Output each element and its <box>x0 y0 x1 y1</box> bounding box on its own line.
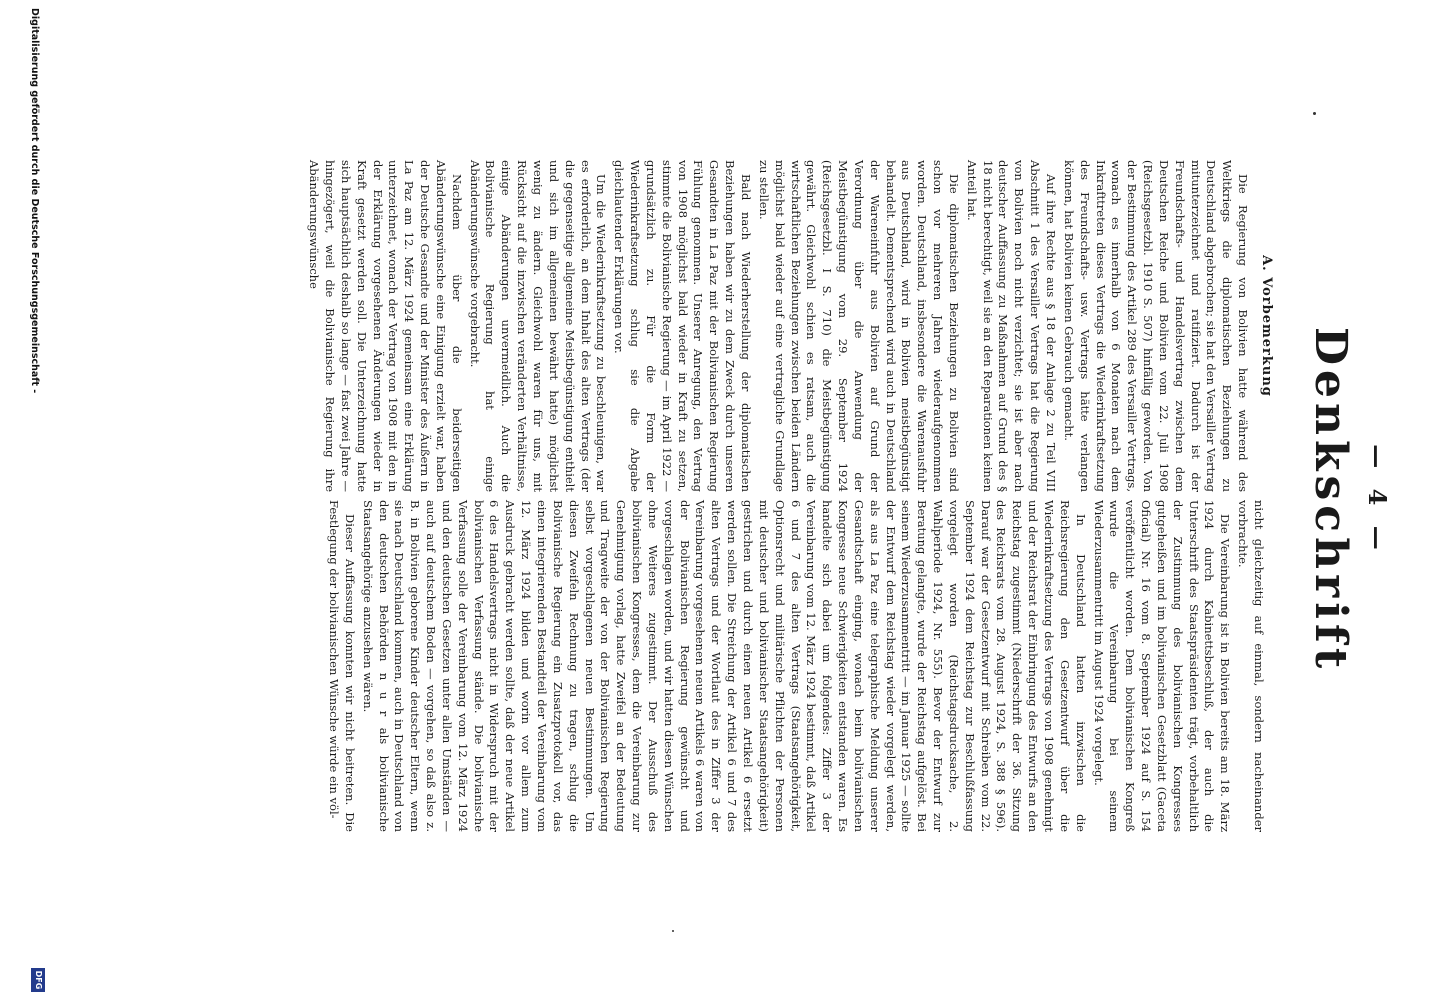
paragraph: Bald nach Wiederherstellung der diplomatischen Beziehungen haben wir zu dem Zweck durch unseren Gesandten in La Paz mit der Bolivianischen Regierung Fühlung genommen. Unserer Anregung, den Vertrag von 1908 möglichst bald wieder in Kraft zu setzen, stimmte die Bolivianische Regierung — im April 1922 — grundsätzlich zu. Für die Form der Wiederinkraftsetzung schlug sie die Abgabe gleichlautender Erklärungen vor. <box>612 160 753 492</box>
paragraph: Dieser Auffassung konnten wir nicht beitreten. Die Festlegung der bolivianischen Wünsche würde ein völ- <box>327 500 357 832</box>
paragraph: Nachdem über die beiderseitigen Abänderungswünsche eine Einigung erzielt war, haben der Deutsche Gesandte und der Minister des Äußern in La Paz am 12. März 1924 gemeinsam eine Erklärung unterzeichnet, wonach der Vertrag von 1908 mit den in der Erklärung vorgesehenen Änderungen wieder in Kraft gesetzt werden soll. Die Unterzeichnung hatte sich hauptsächlich deshalb so lange — fast zwei Jahre — hingezögert, weil die Bolivianische Regierung ihre Abänderungswünsche <box>307 160 464 492</box>
section-heading: A. Vorbemerkung <box>1259 255 1274 397</box>
paragraph: Die Vereinbarung ist in Bolivien bereits am 18. März 1924 durch Kabinettsbeschluß, der auch die Unterschrift des Staatspräsidenten trägt, vorbehaltlich der Zustimmung des bolivianischen Kongresses gutgeheißen und im bolivianischen Gesetzblatt (Gaceta Oficial) Nr. 16 vom 8. September 1924 auf S. 154 veröffentlicht worden. Dem bolivianischen Kongreß wurde die Vereinbarung bei seinem Wiederzusammentritt im August 1924 vorgelegt. <box>1091 500 1233 832</box>
dfg-logo: DFG <box>31 968 45 992</box>
paragraph: Die Regierung von Bolivien hatte während des Weltkriegs die diplomatischen Beziehungen zu Deutschland abgebrochen; sie hat den Versailler Vertrag mitunterzeichnet und ratifiziert. Dadurch ist der Freundschafts- und Handelsvertrag zwischen dem Deutschen Reiche und Bolivien vom 22. Juli 1908 (Reichsgesetzbl. 1910 S. 507) hinfällig geworden. Von der Bestimmung des Artikel 289 des Versailler Vertrags, wonach es innerhalb von 6 Monaten nach dem Inkrafttreten dieses Vertrags die Wiederinkraftsetzung des Freundschafts- usw. Vertrags hätte verlangen können, hat Bolivien keinen Gebrauch gemacht. <box>1061 160 1251 492</box>
paragraph: nicht gleichzeitig auf einmal, sondern nacheinander vorbrachte. <box>1236 500 1266 832</box>
page-number: — 4 — <box>1363 444 1392 556</box>
scan-speck <box>672 930 674 932</box>
text-column-left <box>303 160 1274 492</box>
document-title: Denkschrift <box>1305 326 1356 674</box>
paragraph: In Deutschland hatten inzwischen die Reichsregierung den Gesetzentwurf über die Wiederinkraftsetzung des Vertrags von 1908 genehmigt und der Reichsrat der Einbringung des Entwurfs an den Reichstag zugestimmt (Niederschrift der 36. Sitzung des Reichsrats vom 28. August 1924, S. 388 § 596). Darauf war der Gesetzentwurf mit Schreiben vom 22. September 1924 dem Reichstag zur Beschlußfassung vorgelegt worden (Reichstagsdrucksache, 2. Wahlperiode 1924, Nr. 555). Bevor der Entwurf zur Beratung gelangte, wurde der Reichstag aufgelöst. Bei seinem Wiederzusammentritt — im Januar 1925 — sollte der Entwurf dem Reichstag wieder vorgelegt werden, als aus La Paz eine telegraphische Meldung unserer Gesandtschaft einging, wonach beim bolivianischen Kongresse neue Schwierigkeiten entstanden waren. Es handelte sich dabei um folgendes: Ziffer 3 der Vereinbarung vom 12. März 1924 bestimmt, daß Artikel 6 und 7 des alten Vertrags (Staatsangehörigkeit, Optionsrecht und militärische Pflichten der Personen mit deutscher und bolivianischer Staatsangehörigkeit) gestrichen und durch einen neuen Artikel 6 ersetzt werden sollen. Die Streichung der Artikel 6 und 7 des alten Vertrags und der Wortlaut des in Ziffer 3 der Vereinbarung vorgesehenen neuen Artikels 6 waren von der Bolivianischen Regierung gewünscht und vorgeschlagen worden, und wir hatten diesen Wünschen ohne Weiteres zugestimmt. Der Ausschuß des bolivianischen Kongresses, dem die Vereinbarung zur Genehmigung vorlag, hatte Zweifel an der Bedeutung und Tragweite der von der Bolivianischen Regierung selbst vorgeschlagenen neuen Bestimmungen. Um diesen Zweifeln Rechnung zu tragen, schlug die Bolivianische Regierung ein Zusatzprotokoll vor, das einen integrierenden Bestandteil der Vereinbarung vom 12. März 1924 bilden und worin vor allem zum Ausdruck gebracht werden sollte, daß der neue Artikel 6 des Handelsvertrags nicht in Widerspruch mit der bolivianischen Verfassung stände. Die bolivianische Verfassung solle der Vereinbarung vom 12. März 1924 und den deutschen Gesetzen unter allen Umständen — auch auf deutschem Boden — vorgehen, so daß also z. B. in Bolivien geborene Kinder deutscher Eltern, wenn sie nach Deutschland kommen, auch in Deutschland von den deutschen Behörden n u r als bolivianische Staatsangehörige anzusehen wären. <box>360 500 1088 832</box>
text-column-right <box>323 500 1266 832</box>
paragraph: Um die Wiederinkraftsetzung zu beschleunigen, war es erforderlich, an dem Inhalt des alten Vertrags (der die gegenseitige allgemeine Meistbegünstigung enthielt und sich im allgemeinen bewährt hatte) möglichst wenig zu ändern. Gleichwohl waren für uns, mit Rücksicht auf die inzwischen veränderten Verhältnisse, einige Abänderungen unvermeidlich. Auch die Bolivianische Regierung hat einige Abänderungswünsche vorgebracht. <box>467 160 609 492</box>
scan-speck <box>1313 112 1316 115</box>
paragraph: Auf ihre Rechte aus § 18 der Anlage 2 zu Teil VIII Abschnitt 1 des Versailler Vertrags hat die Regierung von Bolivien noch nicht verzichtet; sie ist aber nach deutscher Auffassung zu Maßnahmen auf Grund des § 18 nicht berechtigt, weil sie an den Reparationen keinen Anteil hat. <box>964 160 1059 492</box>
digitization-credit: Digitalisierung gefördert durch die Deutsche Forschungsgemeinschaft - <box>29 8 40 394</box>
paragraph: Die diplomatischen Beziehungen zu Bolivien sind schon vor mehreren Jahren wiederaufgenommen worden. Deutschland, insbesondere die Warenausfuhr aus Deutschland, wird in Bolivien meistbegünstigt behandelt. Dementsprechend wird auch in Deutschland der Wareneinfuhr aus Bolivien auf Grund der Verordnung über die Anwendung der Meistbegünstigung vom 29. September 1924 (Reichsgesetzbl. I S. 710) die Meistbegünstigung gewährt. Gleichwohl schien es ratsam, auch die wirtschaftlichen Beziehungen zwischen beiden Ländern möglichst bald wieder auf eine vertragliche Grundlage zu stellen. <box>756 160 961 492</box>
